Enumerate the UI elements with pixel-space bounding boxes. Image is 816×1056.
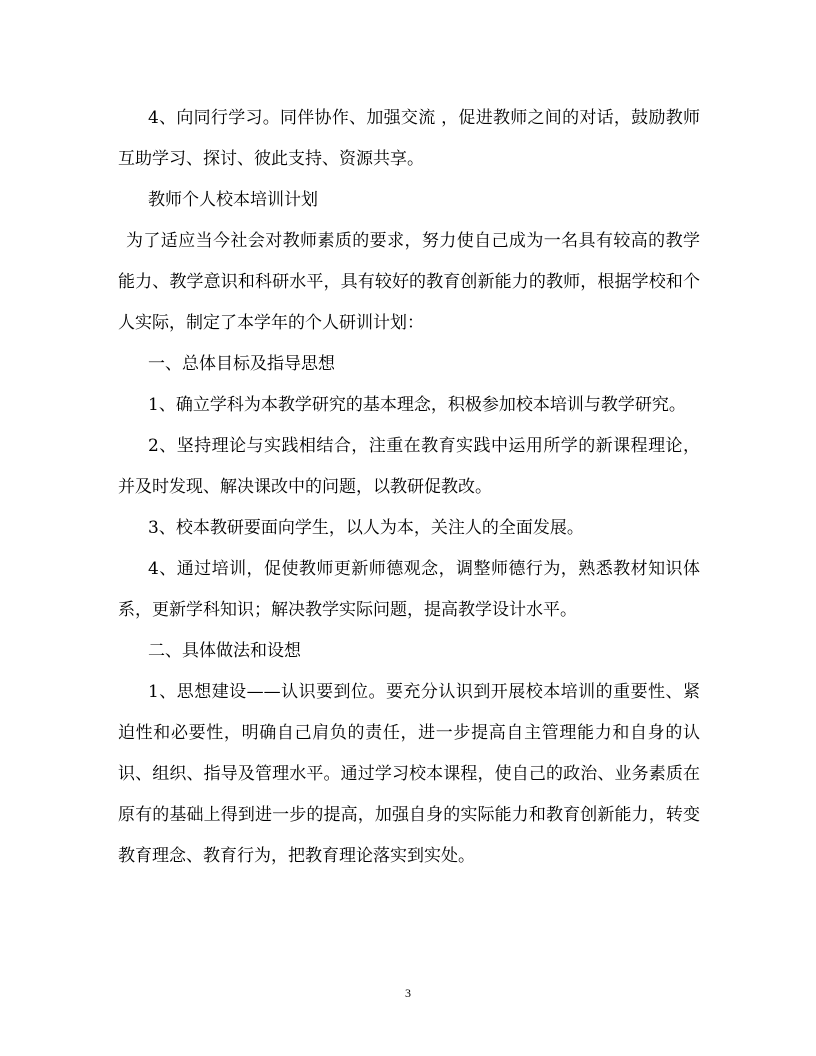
paragraph-goal-4: 4、通过培训，促使教师更新师德观念，调整师德行为，熟悉教材知识体系，更新学科知识；解决教学实际问题，提高教学设计水平。 [118, 559, 700, 620]
page-number: 3 [405, 986, 411, 1000]
document-body [118, 98, 700, 877]
paragraph-goal-1: 1、确立学科为本教学研究的基本理念，积极参加校本培训与教学研究。 [148, 395, 686, 415]
paragraph-goal-2: 2、坚持理论与实践相结合，注重在教育实践中运用所学的新课程理论，并及时发现、解决课改中的问题，以教研促教改。 [118, 436, 700, 497]
paragraph-peer-learning: 4、向同行学习。同伴协作、加强交流 ，促进教师之间的对话，鼓励教师互助学习、探讨、彼此支持、资源共享。 [118, 108, 700, 169]
paragraph-goal-3: 3、校本教研要面向学生，以人为本，关注人的全面发展。 [148, 518, 584, 538]
paragraph-introduction: 为了适应当今社会对教师素质的要求，努力使自己成为一名具有较高的教学能力、教学意识和科研水平，具有较好的教育创新能力的教师，根据学校和个人实际，制定了本学年的个人研训计划： [118, 231, 700, 333]
paragraph-method-1: 1、思想建设——认识要到位。要充分认识到开展校本培训的重要性、紧迫性和必要性，明确自己肩负的责任，进一步提高自主管理能力和自身的认识、组织、指导及管理水平。通过学习校本课程，使自己的政治、业务素质在原有的基础上得到进一步的提高，加强自身的实际能力和教育创新能力，转变教育理念、教育行为，把教育理论落实到实处。 [118, 682, 700, 866]
heading-specific-methods: 二、具体做法和设想 [148, 641, 301, 661]
heading-overall-goals: 一、总体目标及指导思想 [148, 354, 335, 374]
section-title-training-plan: 教师个人校本培训计划 [148, 190, 318, 210]
